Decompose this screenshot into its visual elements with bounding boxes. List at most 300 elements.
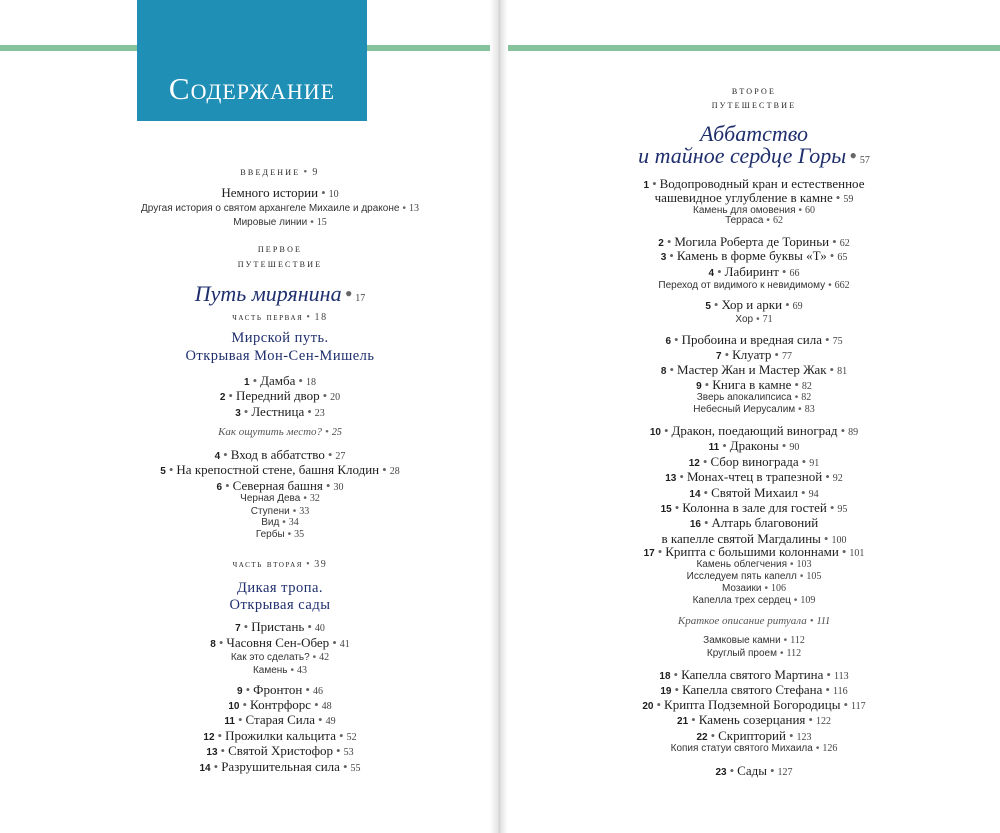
toc-entry [508,744,1000,754]
entry-page-number: 17 [355,293,366,304]
entry-number: 4 [708,268,715,279]
entry-number: 11 [224,716,235,727]
entry-title: Сады [737,763,767,778]
bullet-separator: • [218,635,224,650]
entry-page-number: 65 [837,252,848,263]
entry-title: Мировые линии [233,217,308,228]
entry-number: 7 [235,623,241,634]
entry-page-number: 28 [389,466,400,477]
entry-page-number: 52 [346,732,357,743]
entry-title: Ступени [250,506,290,517]
bullet-separator: • [213,759,219,774]
entry-page-number: 30 [333,482,344,493]
entry-page-number: 94 [808,489,819,500]
toc-entry [60,530,500,540]
toc-entry [60,760,500,774]
entry-number: 8 [210,639,216,650]
bullet-separator: • [849,143,857,168]
toc-entry [508,516,1000,530]
toc-entry [508,177,1000,191]
contents-banner [137,0,367,121]
entry-title: Зверь апокалипсиса [696,392,792,403]
bullet-separator: • [318,712,323,727]
bullet-separator: • [322,388,328,403]
toc-entry [60,331,500,346]
bullet-separator: • [794,377,799,392]
bullet-separator: • [801,485,806,500]
entry-page-number: 62 [839,238,850,249]
bullet-separator: • [237,712,243,727]
entry-page-number: 95 [837,504,848,515]
bullet-separator: • [809,615,814,627]
toc-entry [60,313,500,323]
entry-page-number: 111 [816,616,831,627]
entry-page-number: 49 [325,716,336,727]
entry-title: Черная Дева [240,493,301,504]
toc-entry [508,698,1000,712]
bullet-separator: • [225,478,230,493]
toc-entry [60,581,500,596]
entry-page-number: 91 [809,458,820,469]
bullet-separator: • [307,619,312,634]
bullet-separator: • [673,667,679,682]
bullet-separator: • [703,515,709,530]
entry-page-number: 126 [822,743,838,754]
entry-number: 6 [665,336,671,347]
toc-entry [60,683,500,697]
bullet-separator: • [710,728,716,743]
bullet-separator: • [766,215,770,226]
entry-title: Сбор винограда [710,454,799,469]
entry-page-number: 116 [832,686,848,697]
entry-number: 1 [643,180,650,191]
bullet-separator: • [310,217,314,228]
bullet-separator: • [704,377,710,392]
toc-entry [508,145,1000,167]
entry-title: Передний двор [235,388,320,403]
entry-title: Терраса [725,215,764,226]
bullet-separator: • [342,759,348,774]
entry-title: Крипта Подземной Богородицы [664,697,841,712]
bullet-separator: • [290,665,295,676]
bullet-separator: • [652,176,657,191]
entry-title: в капелле святой Магдалины [661,531,821,546]
toc-entry [508,764,1000,778]
entry-title: Святой Христофор [228,743,333,758]
entry-title: Другая история о святом архангеле Михаиле и драконе [141,203,400,214]
bullet-separator: • [722,438,727,453]
toc-entry [60,283,500,305]
entry-title: Вид [261,517,280,528]
entry-page-number: 43 [297,665,308,676]
toc-entry [60,218,500,228]
entry-title: Пробоина и вредная сила [681,332,822,347]
entry-page-number: 15 [316,217,327,228]
toc-entry [60,204,500,214]
toc-entry [508,216,1000,226]
toc-entry [60,666,500,676]
toc-entry [60,448,500,462]
bullet-separator: • [336,743,341,758]
entry-title: Краткое описание ритуала [677,615,807,627]
entry-title: второе [731,85,777,97]
bullet-separator: • [779,648,784,659]
toc-entry [508,668,1000,682]
toc-entry [508,281,1000,291]
bullet-separator: • [823,531,829,546]
bullet-separator: • [829,362,835,377]
bullet-separator: • [669,362,675,377]
entry-page-number: 55 [350,763,361,774]
entry-number: 4 [214,451,221,462]
bullet-separator: • [781,264,787,279]
bullet-separator: • [223,447,228,462]
toc-entry [508,636,1000,646]
entry-page-number: 60 [805,205,815,216]
entry-number: 21 [677,716,689,727]
entry-page-number: 46 [312,686,323,697]
toc-entry [508,501,1000,515]
entry-page-number: 27 [335,451,346,462]
bullet-separator: • [228,388,233,403]
bullet-separator: • [781,438,787,453]
page-title: Содержание [168,71,336,106]
entry-page-number: 34 [288,517,299,528]
entry-title: Открывая Мон-Сен-Мишель [185,348,375,364]
bullet-separator: • [717,264,722,279]
toc-entry [508,649,1000,659]
toc-entry [60,518,500,528]
bullet-separator: • [217,728,223,743]
entry-number: 2 [658,238,664,249]
entry-number: 6 [216,482,223,493]
entry-page-number: 77 [781,351,792,362]
bullet-separator: • [287,529,292,540]
entry-title: Как это сделать? [230,652,310,663]
entry-title: Мирской путь. [231,330,329,346]
entry-number: 2 [219,392,226,403]
bullet-separator: • [815,743,820,754]
entry-title: Контрфорс [250,697,312,712]
bullet-separator: • [669,248,674,263]
bullet-separator: • [656,697,662,712]
entry-number: 8 [660,366,667,377]
entry-number: 22 [696,732,708,743]
toc-entry [60,374,500,388]
toc-entry [508,713,1000,727]
entry-page-number: 112 [786,648,802,659]
entry-title: Монах-чтец в трапезной [686,469,823,484]
entry-title: Камень созерцания [698,712,806,727]
entry-title: Переход от видимого к невидимому [658,280,826,291]
toc-entry [60,560,500,570]
toc-entry [508,545,1000,559]
entry-title: чашевидное углубление в камне [654,190,833,205]
entry-number: 18 [659,671,671,682]
bullet-separator: • [303,493,307,504]
toc-entry [508,123,1000,145]
entry-number: 5 [705,301,711,312]
entry-title: часть вторая [232,559,304,570]
entry-title: Дамба [260,373,296,388]
bullet-separator: • [332,635,337,650]
bullet-separator: • [242,697,248,712]
bullet-separator: • [702,454,708,469]
entry-title: и тайное сердце Горы [638,143,847,168]
entry-page-number: 39 [314,559,328,570]
entry-title: Лабиринт [724,264,779,279]
entry-title: Драконы [729,438,779,453]
bullet-separator: • [325,478,331,493]
bullet-separator: • [292,506,297,517]
bullet-separator: • [303,166,310,178]
entry-page-number: 13 [408,203,419,214]
entry-number: 10 [649,427,661,438]
toc-entry [508,439,1000,453]
toc-entry [508,584,1000,594]
entry-page-number: 122 [815,716,831,727]
entry-page-number: 53 [343,747,354,758]
bullet-separator: • [402,203,406,214]
entry-number: 3 [660,252,667,263]
entry-page-number: 83 [804,404,815,415]
toc-entry [508,100,1000,111]
entry-page-number: 18 [314,312,328,323]
bullet-separator: • [307,404,312,419]
bullet-separator: • [769,763,775,778]
bullet-separator: • [243,619,249,634]
bullet-separator: • [306,559,312,570]
entry-title: Фронтон [253,682,303,697]
toc-entry [508,455,1000,469]
bullet-separator: • [774,347,779,362]
entry-title: Дракон, поедающий виноград [671,423,838,438]
bullet-separator: • [703,485,709,500]
bullet-separator: • [657,544,663,559]
entry-title: Хор [735,314,754,325]
entry-number: 12 [688,458,700,469]
toc-entry [60,405,500,419]
bullet-separator: • [801,454,807,469]
entry-title: первое [257,243,303,255]
entry-title: Как ощутить место? [218,426,323,438]
entry-page-number: 117 [851,701,866,712]
entry-title: Камень в форме буквы «Т» [676,248,827,263]
entry-number: 3 [235,408,241,419]
bullet-separator: • [829,500,835,515]
entry-title: Алтарь благовоний [711,515,819,530]
entry-title: Северная башня [232,478,323,493]
entry-page-number: 113 [833,671,849,682]
bullet-separator: • [794,392,799,403]
entry-page-number: 103 [796,559,812,570]
entry-title: Хор и арки [721,297,783,312]
bullet-separator: • [785,297,790,312]
entry-title: Мастер Жан и Мастер Жак [677,362,827,377]
toc-entry [508,235,1000,249]
bullet-separator: • [245,682,251,697]
entry-page-number: 18 [305,377,316,388]
toc-entry [508,683,1000,697]
bullet-separator: • [798,205,802,216]
toc-entry [60,463,500,477]
entry-title: Колонна в зале для гостей [682,500,827,515]
entry-title: Святой Михаил [711,485,799,500]
entry-title: часть первая [232,312,304,323]
entry-title: Аббатство [699,121,809,146]
toc-entry [508,249,1000,263]
toc-entry [60,729,500,743]
entry-title: На крепостной стене, башня Клодин [176,462,380,477]
entry-title: Пристань [251,619,305,634]
toc-entry [60,186,500,200]
entry-number: 10 [228,701,240,712]
entry-page-number: 123 [796,732,812,743]
toc-entry [60,427,500,438]
entry-title: Камень облегчения [696,559,787,570]
entry-title: введение [240,166,301,178]
entry-page-number: 75 [832,336,843,347]
bullet-separator: • [325,426,329,438]
toc-entry [60,744,500,758]
entry-title: путешествие [711,99,797,111]
toc-entry [60,244,500,255]
entry-page-number: 662 [834,280,850,291]
entry-title: Крипта с большими колоннами [665,544,839,559]
entry-title: Водопроводный кран и естественное [659,176,865,191]
toc-entry [508,470,1000,484]
entry-title: Вход в аббатство [230,447,325,462]
bullet-separator: • [243,404,249,419]
toc-entry [508,191,1000,205]
toc-entry [60,167,500,178]
bullet-separator: • [298,373,303,388]
entry-page-number: 82 [801,381,812,392]
entry-number: 9 [237,686,243,697]
entry-number: 16 [689,519,701,530]
toc-entry [508,729,1000,743]
entry-page-number: 82 [801,392,812,403]
entry-title: Круглый проем [706,648,777,659]
entry-page-number: 90 [789,442,800,453]
toc-entry [508,616,1000,627]
entry-page-number: 112 [790,635,805,646]
bullet-separator: • [220,743,226,758]
entry-page-number: 23 [314,408,325,419]
bullet-separator: • [305,682,310,697]
entry-title: Небесный Иерусалим [693,404,796,415]
entry-page-number: 59 [843,194,854,205]
toc-entry [508,363,1000,377]
toc-entry [60,389,500,403]
toc-entry [60,479,500,493]
entry-page-number: 71 [762,314,773,325]
entry-number: 1 [244,377,250,388]
toc-entry [60,653,500,663]
entry-number: 7 [716,351,722,362]
entry-page-number: 9 [312,167,320,178]
entry-title: Гербы [255,529,285,540]
bullet-separator: • [327,447,333,462]
bullet-separator: • [691,712,696,727]
bullet-separator: • [168,462,174,477]
toc-entry [60,507,500,517]
bullet-separator: • [788,728,794,743]
entry-number: 17 [643,548,655,559]
bullet-separator: • [679,469,684,484]
bullet-separator: • [713,297,719,312]
toc-entry [60,494,500,504]
bullet-separator: • [825,469,830,484]
entry-number: 13 [665,473,677,484]
toc-entry [508,378,1000,392]
toc-entry [60,598,500,613]
entry-number: 5 [160,466,166,477]
bullet-separator: • [840,423,846,438]
toc-entry [60,636,500,650]
entry-title: Могила Роберта де Ториньи [674,234,830,249]
entry-page-number: 42 [319,652,330,663]
bullet-separator: • [835,190,841,205]
bullet-separator: • [663,423,669,438]
entry-title: Копия статуи святого Михаила [670,743,813,754]
toc-entry [508,572,1000,582]
bullet-separator: • [825,332,830,347]
bullet-separator: • [252,373,258,388]
bullet-separator: • [843,697,848,712]
toc-entry [508,265,1000,279]
bullet-separator: • [841,544,847,559]
bullet-separator: • [306,312,312,323]
bullet-separator: • [339,728,344,743]
entry-title: Камень для омовения [693,205,796,216]
entry-page-number: 33 [299,506,310,517]
bullet-separator: • [674,682,680,697]
bullet-separator: • [826,667,831,682]
entry-title: Скрипторий [718,728,786,743]
entry-number: 20 [642,701,654,712]
bullet-separator: • [724,347,730,362]
bullet-separator: • [790,559,794,570]
entry-page-number: 66 [789,268,800,279]
bullet-separator: • [829,248,835,263]
toc-entry [508,405,1000,415]
entry-title: Прожилки кальцита [225,728,337,743]
entry-number: 23 [715,767,727,778]
bullet-separator: • [832,234,837,249]
entry-title: Клуатр [732,347,772,362]
toc-entry [60,259,500,270]
entry-page-number: 10 [328,189,339,200]
bullet-separator: • [321,185,326,200]
toc-entry [508,298,1000,312]
entry-page-number: 69 [792,301,803,312]
toc-entry [60,713,500,727]
entry-page-number: 32 [309,493,320,504]
toc-entry [508,393,1000,403]
entry-page-number: 62 [772,215,783,226]
entry-title: путешествие [237,258,323,270]
toc-entry [508,348,1000,362]
entry-number: 12 [203,732,215,743]
top-band-right [508,45,1000,51]
entry-number: 14 [689,489,701,500]
entry-page-number: 106 [771,583,787,594]
entry-number: 9 [696,381,702,392]
bullet-separator: • [314,697,319,712]
toc-entry [60,349,500,364]
entry-title: Путь мирянина [194,281,342,306]
